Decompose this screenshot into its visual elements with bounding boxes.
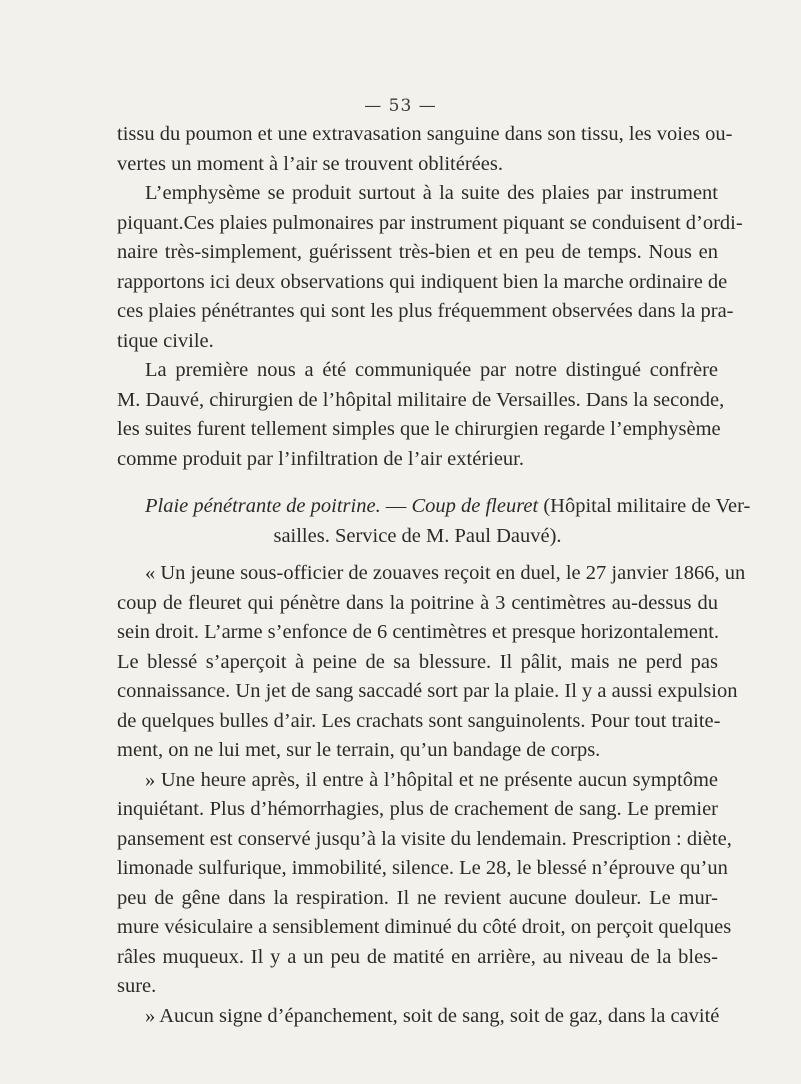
text-line: sure. <box>117 975 157 997</box>
text-line: limonade sulfurique, immobilité, silence. Le 28, le blessé n’éprouve qu’un <box>117 857 728 879</box>
heading-line <box>117 492 751 522</box>
heading-subtitle: Coup de fleuret <box>411 495 539 517</box>
text-line: La première nous a été communiquée par notre distingué confrère <box>145 359 718 381</box>
text-line: inquiétant. Plus d’hémorrhagies, plus de crachement de sang. Le premier <box>117 798 718 820</box>
text-line: mure vésiculaire a sensiblement diminué du côté droit, on perçoit quelques <box>117 916 732 938</box>
heading-dash: — <box>380 495 412 517</box>
text-line: ces plaies pénétrantes qui sont les plus fréquemment observées dans la pra- <box>117 300 734 322</box>
observation-heading <box>117 492 751 551</box>
text-line: M. Dauvé, chirurgien de l’hôpital militaire de Versailles. Dans la seconde, <box>117 388 725 411</box>
text-line: de quelques bulles d’air. Les crachats sont sanguinolents. Pour tout traite- <box>117 709 721 732</box>
paragraph-5 <box>117 766 732 1002</box>
text-line: sein droit. L’arme s’enfonce de 6 centimètres et presque horizontalement. <box>117 621 720 643</box>
text-line: pansement est conservé jusqu’à la visite du lendemain. Prescription : diète, <box>117 827 732 850</box>
text-line: rapportons ici deux observations qui indiquent bien la marche ordinaire de <box>117 270 728 293</box>
text-line: naire très-simplement, guérissent très-bien et en peu de temps. Nous en <box>117 241 718 263</box>
heading-rest: (Hôpital militaire de Ver- <box>538 495 751 517</box>
text-line: » Une heure après, il entre à l’hôpital et ne présente aucun symptôme <box>145 768 718 791</box>
text-line: piquant.Ces plaies pulmonaires par instrument piquant se conduisent d’ordi- <box>117 211 743 234</box>
text-line: tique civile. <box>117 329 214 352</box>
text-line: connaissance. Un jet de sang saccadé sort par la plaie. Il y a aussi expulsion <box>117 680 738 702</box>
text-line: vertes un moment à l’air se trouvent oblitérées. <box>117 152 503 175</box>
heading-title: Plaie pénétrante de poitrine. <box>145 495 381 517</box>
paragraph-6 <box>117 1002 718 1032</box>
paragraph-3 <box>117 356 725 474</box>
text-line: peu de gêne dans la respiration. Il ne revient aucune douleur. Le mur- <box>117 886 718 909</box>
text-line: les suites furent tellement simples que le chirurgien regarde l’emphysème <box>117 418 721 440</box>
text-line: tissu du poumon et une extravasation sanguine dans son tissu, les voies ou- <box>117 123 733 145</box>
text-line: « Un jeune sous-officier de zouaves reçoit en duel, le 27 janvier 1866, un <box>145 562 746 584</box>
body-text <box>117 120 751 1031</box>
text-line: comme produit par l’infiltration de l’air extérieur. <box>117 447 525 470</box>
text-line: Le blessé s’aperçoit à peine de sa blessure. Il pâlit, mais ne perd pas <box>117 650 718 673</box>
text-line: râles muqueux. Il y a un peu de matité en arrière, au niveau de la bles- <box>117 945 718 968</box>
paragraph-4 <box>117 559 746 766</box>
text-line: coup de fleuret qui pénètre dans la poitrine à 3 centimètres au-dessus du <box>117 591 718 614</box>
page-number: — 53 — <box>364 96 437 116</box>
paragraph-2 <box>117 179 743 356</box>
paragraph-1 <box>117 120 733 179</box>
text-line: L’emphysème se produit surtout à la suite des plaies par instrument <box>145 182 718 204</box>
text-line: » Aucun signe d’épanchement, soit de sang, soit de gaz, dans la cavité <box>145 1004 720 1027</box>
heading-line-2: sailles. Service de M. Paul Dauvé). <box>273 524 562 547</box>
text-line: ment, on ne lui met, sur le terrain, qu’un bandage de corps. <box>117 739 601 761</box>
